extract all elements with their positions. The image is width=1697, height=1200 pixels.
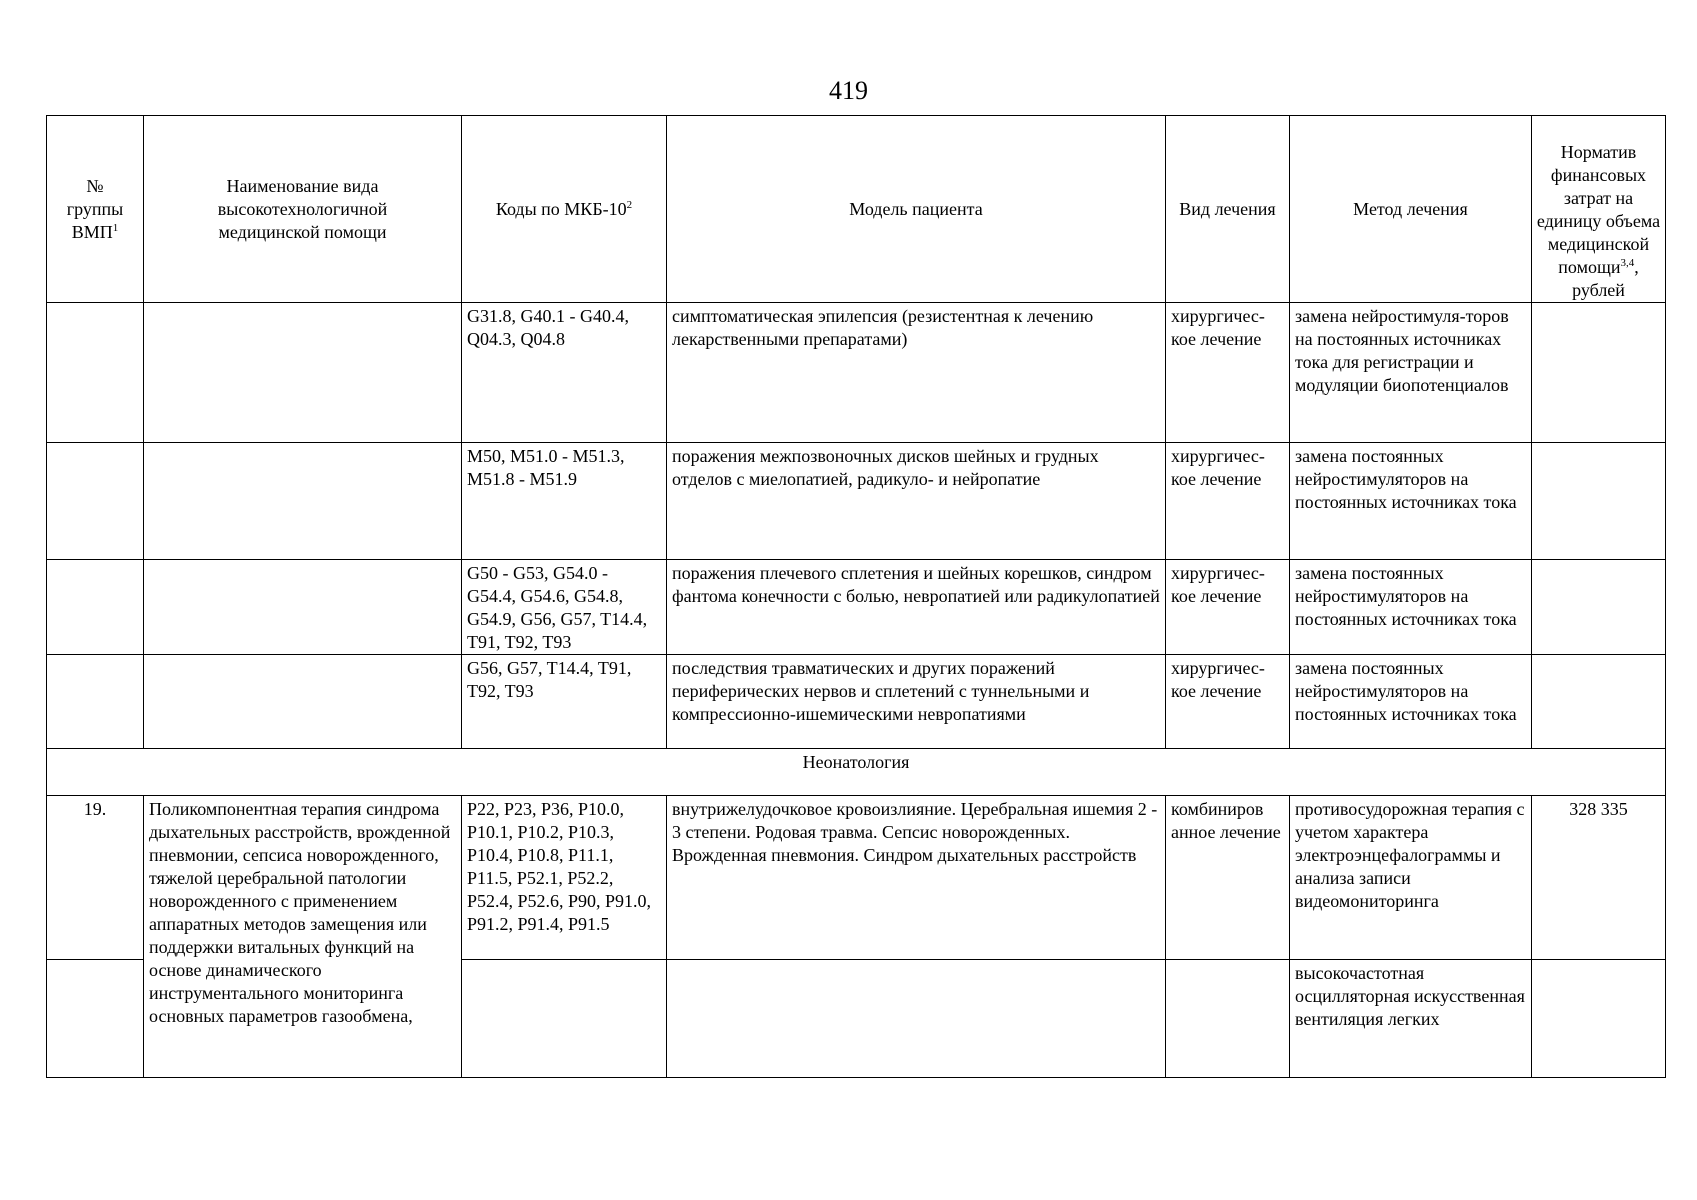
header-name: Наименование вида высокотехнологичной медицинской помощи	[144, 116, 462, 303]
cell-name	[144, 303, 462, 443]
header-group-number-line1: №	[86, 175, 104, 196]
cell-method: противосудорожная терапия с учетом характера электроэнцефалограммы и анализа записи видеомониторинга	[1290, 796, 1532, 960]
header-patient-model: Модель пациента	[667, 116, 1166, 303]
cell-codes: G56, G57, T14.4, T91, T92, T93	[462, 655, 667, 749]
header-group-number-line3: ВМП	[71, 221, 113, 242]
cell-method: высокочастотная осцилляторная искусственная вентиляция легких	[1290, 960, 1532, 1078]
cell-codes: G50 - G53, G54.0 - G54.4, G54.6, G54.8, G54.9, G56, G57, T14.4, T91, T92, T93	[462, 560, 667, 655]
cell-method: замена постоянных нейростимуляторов на постоянных источниках тока	[1290, 443, 1532, 560]
cell-group	[47, 655, 144, 749]
table-row	[47, 443, 1666, 560]
cell-codes: M50, M51.0 - M51.3, M51.8 - M51.9	[462, 443, 667, 560]
cell-method: замена постоянных нейростимуляторов на постоянных источниках тока	[1290, 655, 1532, 749]
cell-norm: 328 335	[1532, 796, 1666, 960]
cell-norm	[1532, 560, 1666, 655]
cell-name	[144, 655, 462, 749]
header-group-number	[47, 116, 144, 303]
cell-norm	[1532, 303, 1666, 443]
cell-norm	[1532, 960, 1666, 1078]
section-row	[47, 749, 1666, 796]
header-group-number-line2: группы	[66, 198, 124, 219]
cell-norm	[1532, 655, 1666, 749]
cell-name: Поликомпонентная терапия синдрома дыхательных расстройств, врожденной пневмонии, сепсиса новорожденного, тяжелой церебральной патологии новорожденного с применением аппаратных методов замещения или поддержки витальных функций на основе динамического инструментального мониторинга основных параметров газообмена,	[144, 796, 462, 1078]
table-row	[47, 796, 1666, 960]
cell-method: замена постоянных нейростимуляторов на постоянных источниках тока	[1290, 560, 1532, 655]
cell-model: поражения плечевого сплетения и шейных корешков, синдром фантома конечности с болью, невропатией или радикулопатией	[667, 560, 1166, 655]
cell-model	[667, 960, 1166, 1078]
cell-group	[47, 960, 144, 1078]
header-treatment-type: Вид лечения	[1166, 116, 1290, 303]
cell-norm	[1532, 443, 1666, 560]
cell-group	[47, 303, 144, 443]
header-codes: Коды по МКБ-$10^2$	[462, 116, 667, 303]
cell-group	[47, 443, 144, 560]
table-row	[47, 655, 1666, 749]
footnote-marker: 1	[112, 221, 119, 234]
cell-name	[144, 560, 462, 655]
cell-type: хирургичес-кое лечение	[1166, 443, 1290, 560]
vmp-table	[46, 115, 1666, 1078]
cell-type	[1166, 960, 1290, 1078]
table-header-row	[47, 116, 1666, 303]
cell-group: 19.	[47, 796, 144, 960]
cell-model: симптоматическая эпилепсия (резистентная к лечению лекарственными препаратами)	[667, 303, 1166, 443]
cell-type: хирургичес-кое лечение	[1166, 560, 1290, 655]
cell-codes: G31.8, G40.1 - G40.4, Q04.3, Q04.8	[462, 303, 667, 443]
footnote-marker: 2	[626, 198, 633, 211]
cell-codes	[462, 960, 667, 1078]
cell-method: замена нейростимуля-торов на постоянных источниках тока для регистрации и модуляции биопотенциалов	[1290, 303, 1532, 443]
cell-model: внутрижелудочковое кровоизлияние. Церебральная ишемия 2 - 3 степени. Родовая травма. Сепсис новорожденных. Врожденная пневмония. Синдром дыхательных расстройств	[667, 796, 1166, 960]
cell-codes: P22, P23, P36, P10.0, P10.1, P10.2, P10.3, P10.4, P10.8, P11.1, P11.5, P52.1, P52.2, P52.4, P52.6, P90, P91.0, P91.2, P91.4, P91.5	[462, 796, 667, 960]
cell-type: комбиниров анное лечение	[1166, 796, 1290, 960]
cell-type: хирургичес-кое лечение	[1166, 303, 1290, 443]
cell-type: хирургичес-кое лечение	[1166, 655, 1290, 749]
section-title: Неонатология	[47, 749, 1666, 796]
table-row	[47, 560, 1666, 655]
cell-model: последствия травматических и других поражений периферических нервов и сплетений с туннельными и компрессионно-ишемическими невропатиями	[667, 655, 1166, 749]
header-cost-norm: Норматив финансовых затрат на единицу объема медицинской помощи$^{3,4}$, рублей	[1532, 116, 1666, 303]
header-treatment-method: Метод лечения	[1290, 116, 1532, 303]
footnote-marker: 3,4	[1620, 257, 1635, 269]
cell-model: поражения межпозвоночных дисков шейных и грудных отделов с миелопатией, радикуло- и нейропатие	[667, 443, 1166, 560]
cell-name	[144, 443, 462, 560]
table-row	[47, 303, 1666, 443]
cell-group	[47, 560, 144, 655]
page-number: 419	[829, 76, 868, 105]
